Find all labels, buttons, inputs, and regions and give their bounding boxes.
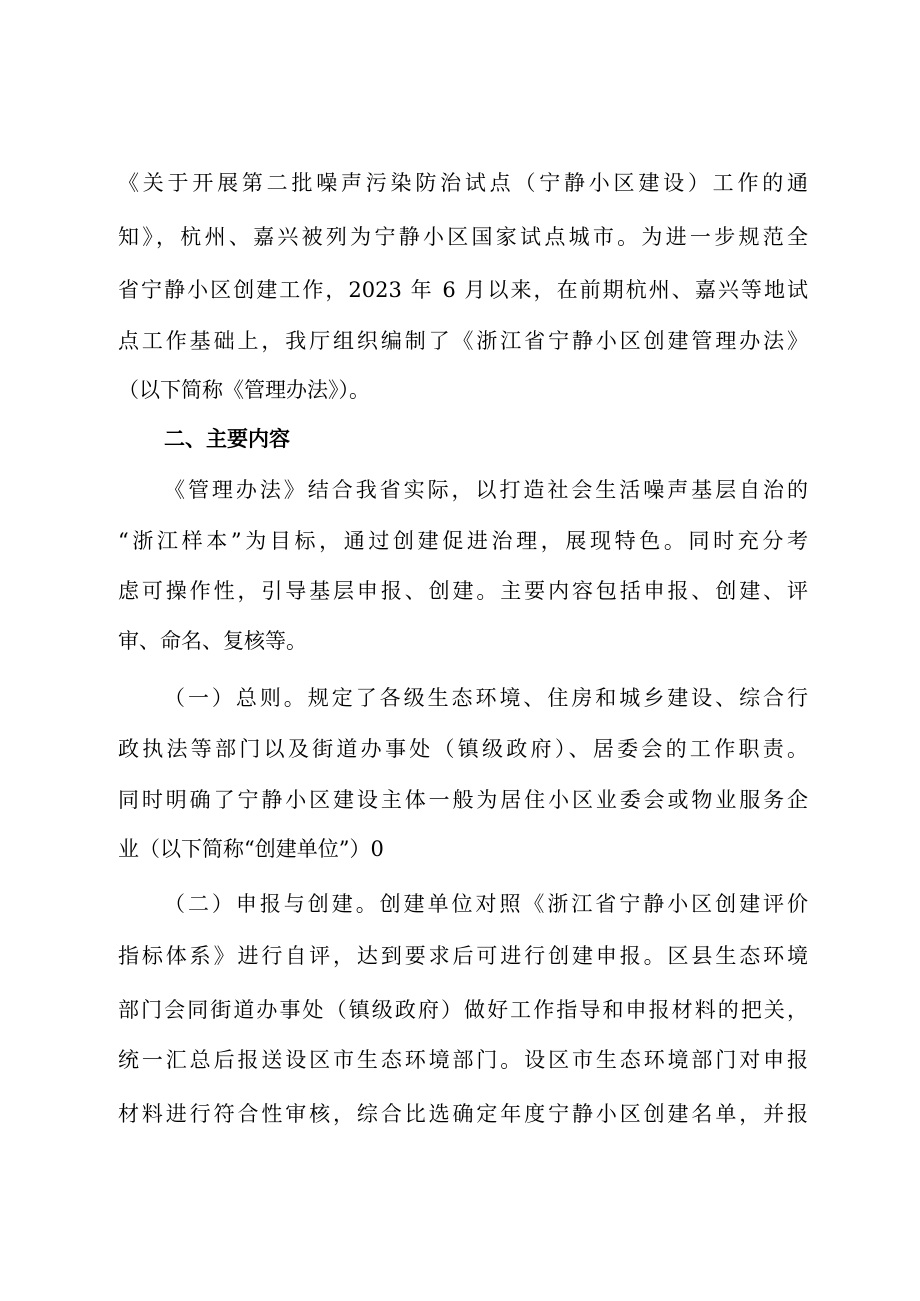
summary-line-3: 虑可操作性，引导基层申报、创建。主要内容包括申报、创建、评	[118, 579, 808, 603]
application-line-2: 指标体系》进行自评，达到要求后可进行创建申报。区县生态环境	[118, 944, 808, 968]
application-line-3: 部门会同街道办事处（镇级政府）做好工作指导和申报材料的把关，	[118, 998, 808, 1022]
intro-line-2: 知》，杭州、嘉兴被列为宁静小区国家试点城市。为进一步规范全	[118, 225, 808, 249]
application-line-4: 统一汇总后报送设区市生态环境部门。设区市生态环境部门对申报	[118, 1048, 808, 1072]
application-line-1: （二）申报与创建。创建单位对照《浙江省宁静小区创建评价	[164, 892, 808, 916]
application-line-5: 材料进行符合性审核，综合比选确定年度宁静小区创建名单，并报	[118, 1102, 808, 1126]
general-line-4: 业（以下简称“创建单位”）0	[118, 837, 384, 861]
summary-line-1: 《管理办法》结合我省实际，以打造社会生活噪声基层自治的	[164, 478, 808, 502]
general-line-1: （一）总则。规定了各级生态环境、住房和城乡建设、综合行	[164, 686, 808, 710]
summary-line-2: “浙江样本”为目标，通过创建促进治理，展现特色。同时充分考	[118, 529, 808, 553]
general-line-3: 同时明确了宁静小区建设主体一般为居住小区业委会或物业服务企	[118, 788, 808, 812]
intro-line-1: 《关于开展第二批噪声污染防治试点（宁静小区建设）工作的通	[118, 171, 808, 195]
summary-line-4: 审、命名、复核等。	[118, 629, 307, 653]
intro-line-4: 点工作基础上，我厅组织编制了《浙江省宁静小区创建管理办法》	[118, 329, 808, 353]
intro-line-3: 省宁静小区创建工作，2023 年 6 月以来，在前期杭州、嘉兴等地试	[118, 278, 808, 302]
intro-line-5: （以下简称《管理办法》）。	[118, 378, 370, 402]
general-line-2: 政执法等部门以及街道办事处（镇级政府）、居委会的工作职责。	[118, 737, 808, 761]
section-heading: 二、主要内容	[164, 427, 290, 451]
